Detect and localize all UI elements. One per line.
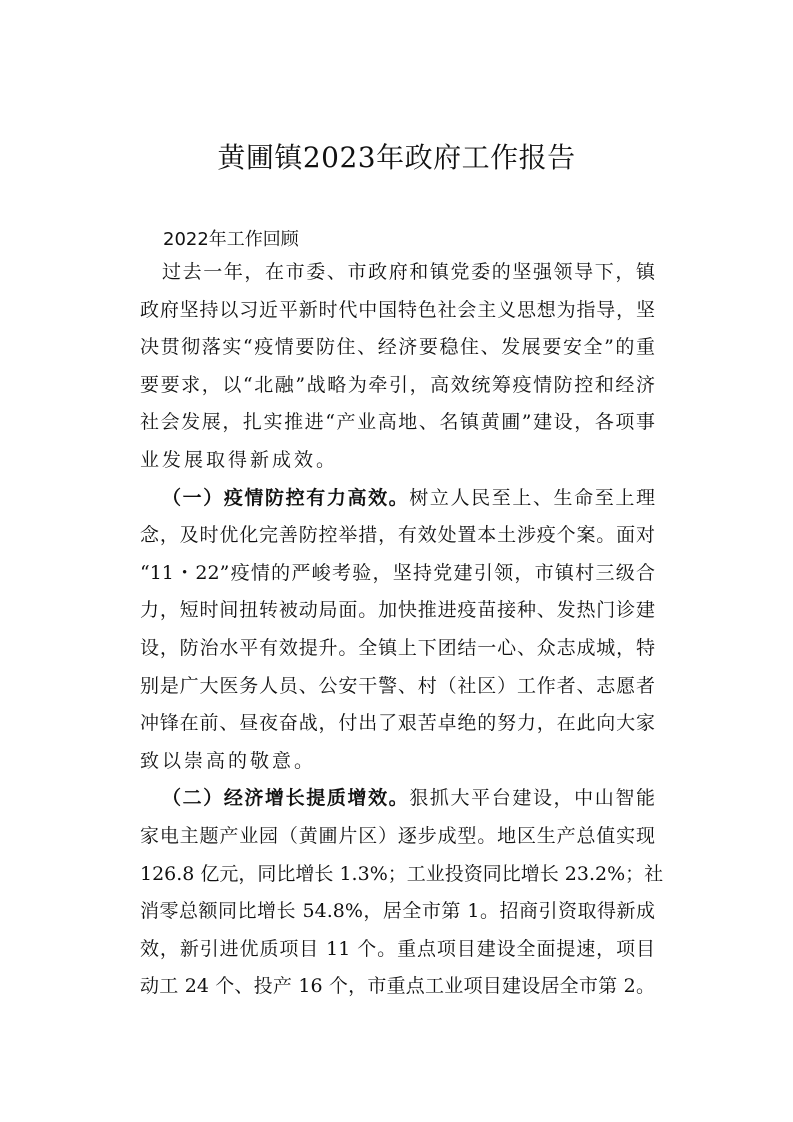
para2-first-text: 狠抓大平台建设，中山智能: [409, 787, 655, 810]
para2-line: 家电主题产业园（黄圃片区）逐步成型。地区生产总值实现: [140, 824, 655, 847]
para1-line: 设，防治水平有效提升。全镇上下团结一心、众志成城，特: [140, 636, 655, 659]
para2-line: 126.8 亿元，同比增长 1.3%；工业投资同比增长 23.2%；社: [140, 862, 664, 885]
para2-first-line: [140, 780, 655, 818]
para2-line: 动工 24 个、投产 16 个，市重点工业项目建设居全市第 2。: [140, 975, 655, 998]
intro-line: 过去一年，在市委、市政府和镇党委的坚强领导下，镇: [162, 261, 655, 283]
section-heading: 2022年工作回顾: [163, 229, 299, 250]
para1-line: 冲锋在前、昼夜奋战，付出了艰苦卓绝的努力，在此向大家: [140, 712, 655, 735]
intro-line: 社会发展，扎实推进“产业高地、名镇黄圃”建设，各项事: [140, 411, 655, 434]
para2-lead: （二）经济增长提质增效。: [162, 787, 410, 810]
document-body: [140, 254, 664, 1006]
para1-first-text: 树立人民至上、生命至上理: [409, 486, 655, 509]
para1-lead: （一）疫情防控有力高效。: [162, 486, 410, 509]
para2-line: 消零总额同比增长 54.8%，居全市第 1。招商引资取得新成: [140, 900, 655, 923]
para1-line: 力，短时间扭转被动局面。加快推进疫苗接种、发热门诊建: [140, 599, 655, 622]
para1-line: 念，及时优化完善防控举措，有效处置本土涉疫个案。面对: [140, 524, 655, 547]
para1-line: 致以崇高的敬意。: [140, 749, 317, 772]
intro-line: 要要求，以“北融”战略为牵引，高效统筹疫情防控和经济: [140, 373, 655, 396]
intro-line: 业发展取得新成效。: [140, 448, 339, 471]
para1-line: “11・22”疫情的严峻考验，坚持党建引领，市镇村三级合: [140, 561, 655, 584]
intro-line: 政府坚持以习近平新时代中国特色社会主义思想为指导，坚: [140, 298, 655, 321]
para1-first-line: [140, 480, 655, 518]
para1-line: 别是广大医务人员、公安干警、村（社区）工作者、志愿者: [140, 674, 655, 697]
intro-line: 决贯彻落实“疫情要防住、经济要稳住、发展要安全”的重: [140, 336, 655, 359]
document-title: 黄圃镇2023年政府工作报告: [217, 141, 576, 174]
para2-line: 效，新引进优质项目 11 个。重点项目建设全面提速，项目: [140, 937, 655, 960]
